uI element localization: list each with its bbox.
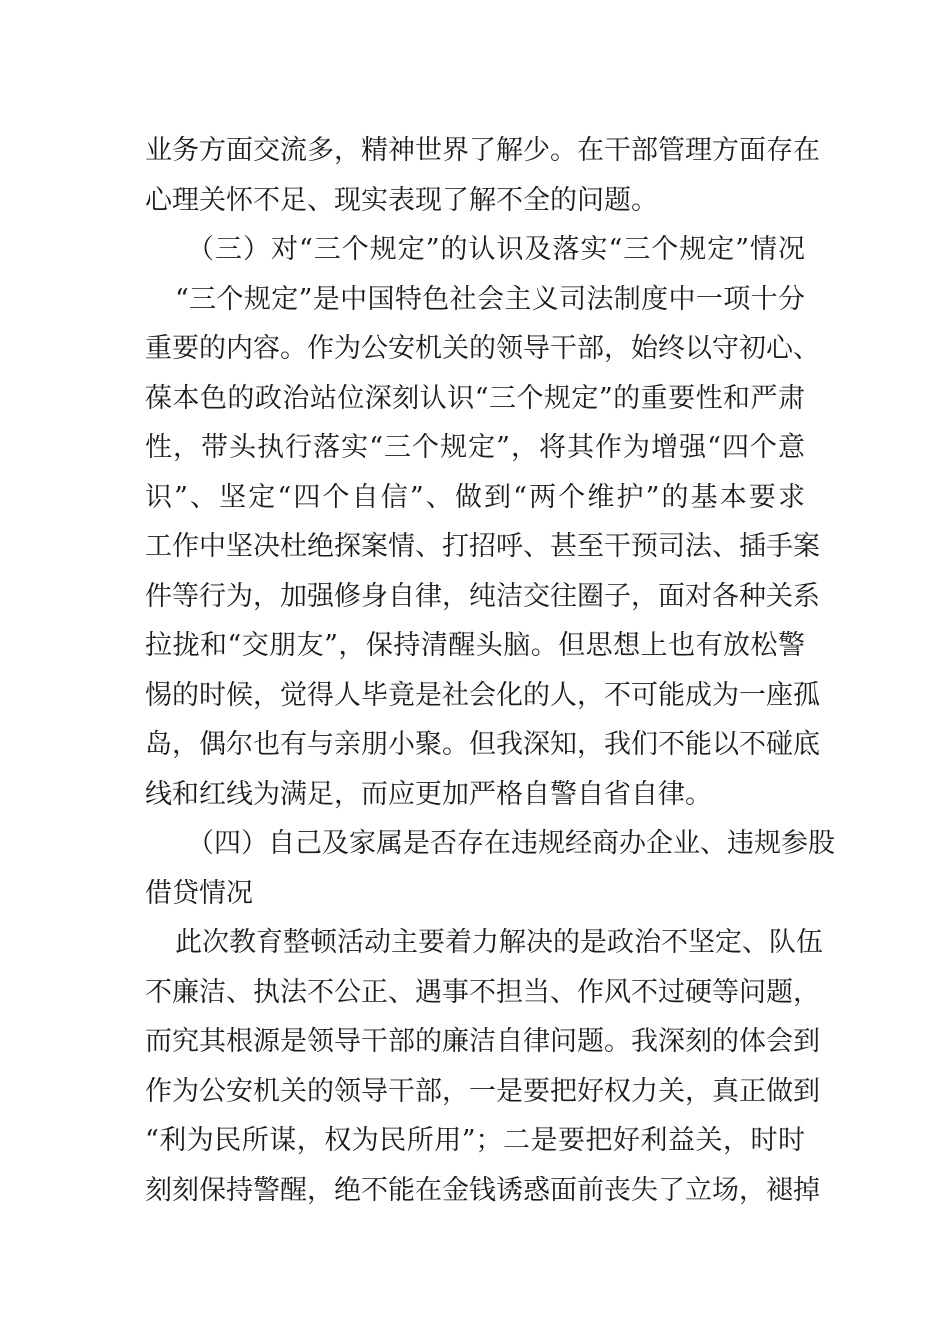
text-line: “利为民所谋，权为民所用”；二是要把好利益关，时时 <box>145 1125 805 1156</box>
paragraph-three-rules <box>145 275 820 820</box>
text-line: 不廉洁、执法不公正、遇事不担当、作风不过硬等问题， <box>145 976 820 1008</box>
heading-line: （三）对“三个规定”的认识及落实“三个规定”情况 <box>187 234 805 265</box>
text-line: 葆本色的政治站位深刻认识“三个规定”的重要性和严肃 <box>145 382 805 414</box>
text-line: 此次教育整顿活动主要着力解决的是政治不坚定、队伍 <box>175 927 823 958</box>
text-line: 工作中坚决杜绝探案情、打招呼、甚至干预司法、插手案 <box>145 531 820 562</box>
document-page <box>145 126 835 1215</box>
text-line: 识”、坚定“四个自信”、做到“两个维护”的基本要求 <box>145 481 805 513</box>
text-line: 拉拢和“交朋友”，保持清醒头脑。但思想上也有放松警 <box>145 630 805 661</box>
text-line: 业务方面交流多，精神世界了解少。在干部管理方面存在 <box>145 135 820 166</box>
text-line: 而究其根源是领导干部的廉洁自律问题。我深刻的体会到 <box>145 1026 820 1057</box>
text-line: 件等行为，加强修身自律，纯洁交往圈子，面对各种关系 <box>145 580 820 612</box>
text-line: 心理关怀不足、现实表现了解不全的问题。 <box>145 184 658 216</box>
text-line: 刻刻保持警醒，绝不能在金钱诱惑面前丧失了立场，褪掉 <box>145 1174 820 1206</box>
section-heading-3 <box>145 225 805 275</box>
text-line: 惕的时候，觉得人毕竟是社会化的人，不可能成为一座孤 <box>145 679 820 711</box>
text-line: 线和红线为满足，而应更加严格自警自省自律。 <box>145 778 712 810</box>
section-heading-4 <box>145 819 835 918</box>
text-line: 性，带头执行落实“三个规定”，将其作为增强“四个意 <box>145 432 805 463</box>
text-line: “三个规定”是中国特色社会主义司法制度中一项十分 <box>175 283 805 315</box>
heading-line: 借贷情况 <box>145 877 253 909</box>
text-line: 岛，偶尔也有与亲朋小聚。但我深知，我们不能以不碰底 <box>145 729 820 760</box>
paragraph-continued <box>145 126 820 225</box>
text-line: 重要的内容。作为公安机关的领导干部，始终以守初心、 <box>145 333 820 364</box>
paragraph-education-rectification <box>145 918 823 1215</box>
heading-line: （四）自己及家属是否存在违规经商办企业、违规参股 <box>187 828 835 859</box>
text-line: 作为公安机关的领导干部，一是要把好权力关，真正做到 <box>145 1075 820 1107</box>
